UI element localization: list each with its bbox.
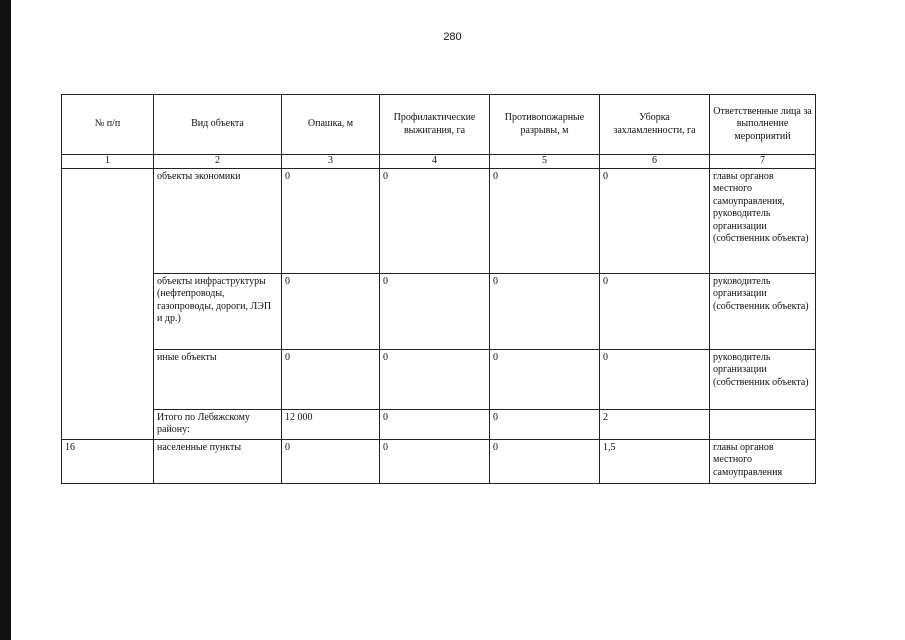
column-number: 2: [154, 155, 282, 169]
column-number-row: [62, 155, 816, 169]
responsible-cell: главы органов местного самоуправления: [710, 439, 816, 483]
burning-cell: 0: [380, 439, 490, 483]
header-object-type: Вид объекта: [154, 95, 282, 155]
fire-prevention-table: [61, 94, 816, 484]
number-cell: 16: [62, 439, 154, 483]
header-number: № п/п: [62, 95, 154, 155]
header-plowing: Опашка, м: [282, 95, 380, 155]
cleanup-cell: 2: [600, 409, 710, 439]
firebreaks-cell: 0: [490, 439, 600, 483]
header-responsible: Ответственные лица за выполнение мероприятий: [710, 95, 816, 155]
header-cleanup: Уборка захламленности, га: [600, 95, 710, 155]
plowing-cell: 0: [282, 439, 380, 483]
firebreaks-cell: 0: [490, 409, 600, 439]
column-number: 4: [380, 155, 490, 169]
cleanup-cell: 0: [600, 349, 710, 409]
cleanup-cell: 1,5: [600, 439, 710, 483]
object-type-cell: объекты инфраструктуры (нефтепроводы, газопроводы, дороги, ЛЭП и др.): [154, 273, 282, 349]
object-type-cell: населенные пункты: [154, 439, 282, 483]
cleanup-cell: 0: [600, 273, 710, 349]
scan-edge-bar: [0, 0, 11, 640]
header-row: [62, 95, 816, 155]
total-row: [62, 409, 816, 439]
table-row: [62, 168, 816, 273]
object-type-cell: объекты экономики: [154, 168, 282, 273]
page-number: 280: [443, 31, 462, 43]
header-firebreaks: Противопожарные разрывы, м: [490, 95, 600, 155]
number-cell-merged: [62, 168, 154, 439]
object-type-cell: Итого по Лебяжскому району:: [154, 409, 282, 439]
column-number: 1: [62, 155, 154, 169]
table-row: [62, 439, 816, 483]
burning-cell: 0: [380, 349, 490, 409]
object-type-cell: иные объекты: [154, 349, 282, 409]
column-number: 6: [600, 155, 710, 169]
responsible-cell: [710, 409, 816, 439]
firebreaks-cell: 0: [490, 168, 600, 273]
plowing-cell: 0: [282, 168, 380, 273]
burning-cell: 0: [380, 273, 490, 349]
burning-cell: 0: [380, 168, 490, 273]
column-number: 3: [282, 155, 380, 169]
firebreaks-cell: 0: [490, 349, 600, 409]
cleanup-cell: 0: [600, 168, 710, 273]
plowing-cell: 0: [282, 349, 380, 409]
header-burning: Профилактические выжигания, га: [380, 95, 490, 155]
firebreaks-cell: 0: [490, 273, 600, 349]
table-row: [62, 349, 816, 409]
responsible-cell: главы органов местного самоуправления, руководитель организации (собственник объекта): [710, 168, 816, 273]
plowing-cell: 12 000: [282, 409, 380, 439]
plowing-cell: 0: [282, 273, 380, 349]
table-row: [62, 273, 816, 349]
responsible-cell: руководитель организации (собственник объекта): [710, 273, 816, 349]
burning-cell: 0: [380, 409, 490, 439]
responsible-cell: руководитель организации (собственник объекта): [710, 349, 816, 409]
column-number: 7: [710, 155, 816, 169]
column-number: 5: [490, 155, 600, 169]
